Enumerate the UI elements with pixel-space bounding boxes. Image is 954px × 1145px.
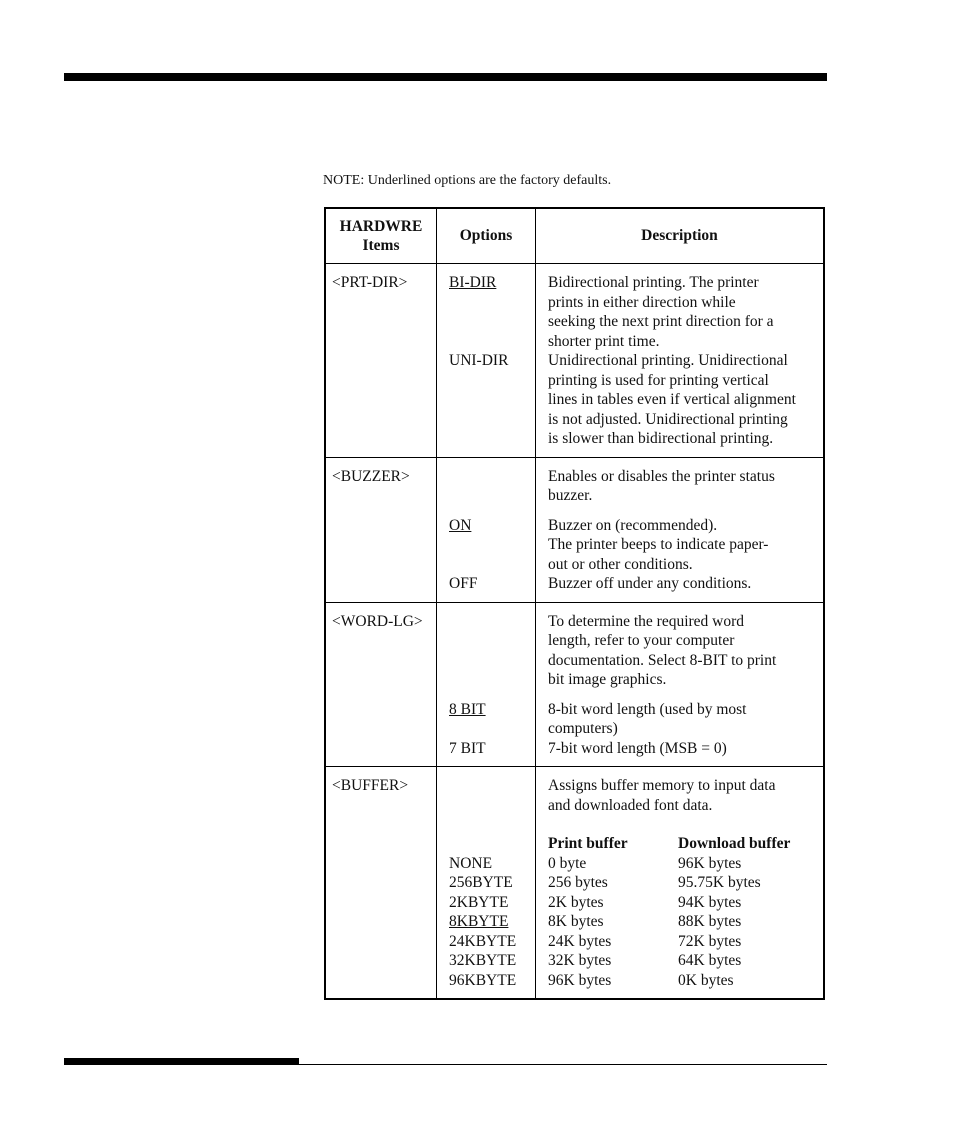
option-32kbyte: 32KBYTE [449,952,517,969]
header-items: HARDWRE Items [325,208,437,264]
description-buzzer: Enables or disables the printer status buzzer. Buzzer on (recommended). The printer beeps to indicate paper- out or other conditions. Buzzer off under any conditions. [536,457,825,602]
buffer-row: 2K bytes 94K bytes [548,893,742,911]
option-on: ON [449,516,472,534]
option-96kbyte: 96KBYTE [449,971,517,989]
hardware-settings-table [324,207,825,1000]
buffer-row: 0 byte 96K bytes [548,854,742,872]
options-buzzer [437,457,536,602]
option-uni-dir: UNI-DIR [449,352,509,369]
header-description: Description [536,208,825,264]
option-8-bit: 8 BIT [449,700,486,718]
item-prt-dir: <PRT-DIR> [325,264,437,458]
buffer-row: 8K bytes 88K bytes [548,913,742,930]
description-prt-dir: Bidirectional printing. The printer prints in either direction while seeking the next print direction for a shorter print time. Unidirectional printing. Unidirectional printing is used for printing vertical lines in tables even if vertical alignment is not adjusted. Unidirectional printing is slower than bidirectional printing. [536,264,825,458]
header-options: Options [437,208,536,264]
option-off: OFF [449,575,478,592]
description-word-lg: To determine the required word length, refer to your computer documentation. Select 8-BIT to print bit image graphics. 8-bit word length (used by most computers) 7-bit word length (MSB = 0) [536,602,825,767]
buffer-row: 24K bytes 72K bytes [548,932,742,950]
option-8kbyte: 8KBYTE [449,913,509,930]
table-header-row [325,208,824,264]
top-rule [64,73,827,81]
table-row-word-lg [325,602,824,767]
options-prt-dir [437,264,536,458]
buffer-row: 32K bytes 64K bytes [548,952,742,969]
download-buffer-header: Download buffer [678,835,791,852]
item-word-lg: <WORD-LG> [325,602,437,767]
item-buffer: <BUFFER> [325,767,437,1000]
table-row-buzzer [325,457,824,602]
print-buffer-header: Print buffer [548,835,628,852]
option-2kbyte: 2KBYTE [449,893,509,911]
buffer-row: 256 bytes 95.75K bytes [548,874,761,891]
buffer-row: 96K bytes 0K bytes [548,971,734,989]
table-row-buffer [325,767,824,1000]
factory-default-note: NOTE: Underlined options are the factory defaults. [323,173,612,188]
options-buffer [437,767,536,1000]
buffer-column-headers [548,834,819,854]
option-7-bit: 7 BIT [449,739,486,757]
option-bi-dir: BI-DIR [449,274,497,291]
option-256byte: 256BYTE [449,874,513,891]
option-24kbyte: 24KBYTE [449,932,517,950]
footer-thin-rule [64,1064,827,1065]
description-buffer: Assigns buffer memory to input data and downloaded font data. Print buffer Download buffer 0 byte 96K bytes 256 bytes 95.75K bytes 2K bytes 94K bytes 8K bytes 88K bytes 24K bytes 72K bytes 32K bytes 64K bytes 96K bytes 0K bytes [536,767,825,1000]
table-row-prt-dir [325,264,824,458]
options-word-lg [437,602,536,767]
item-buzzer: <BUZZER> [325,457,437,602]
option-none: NONE [449,854,493,872]
